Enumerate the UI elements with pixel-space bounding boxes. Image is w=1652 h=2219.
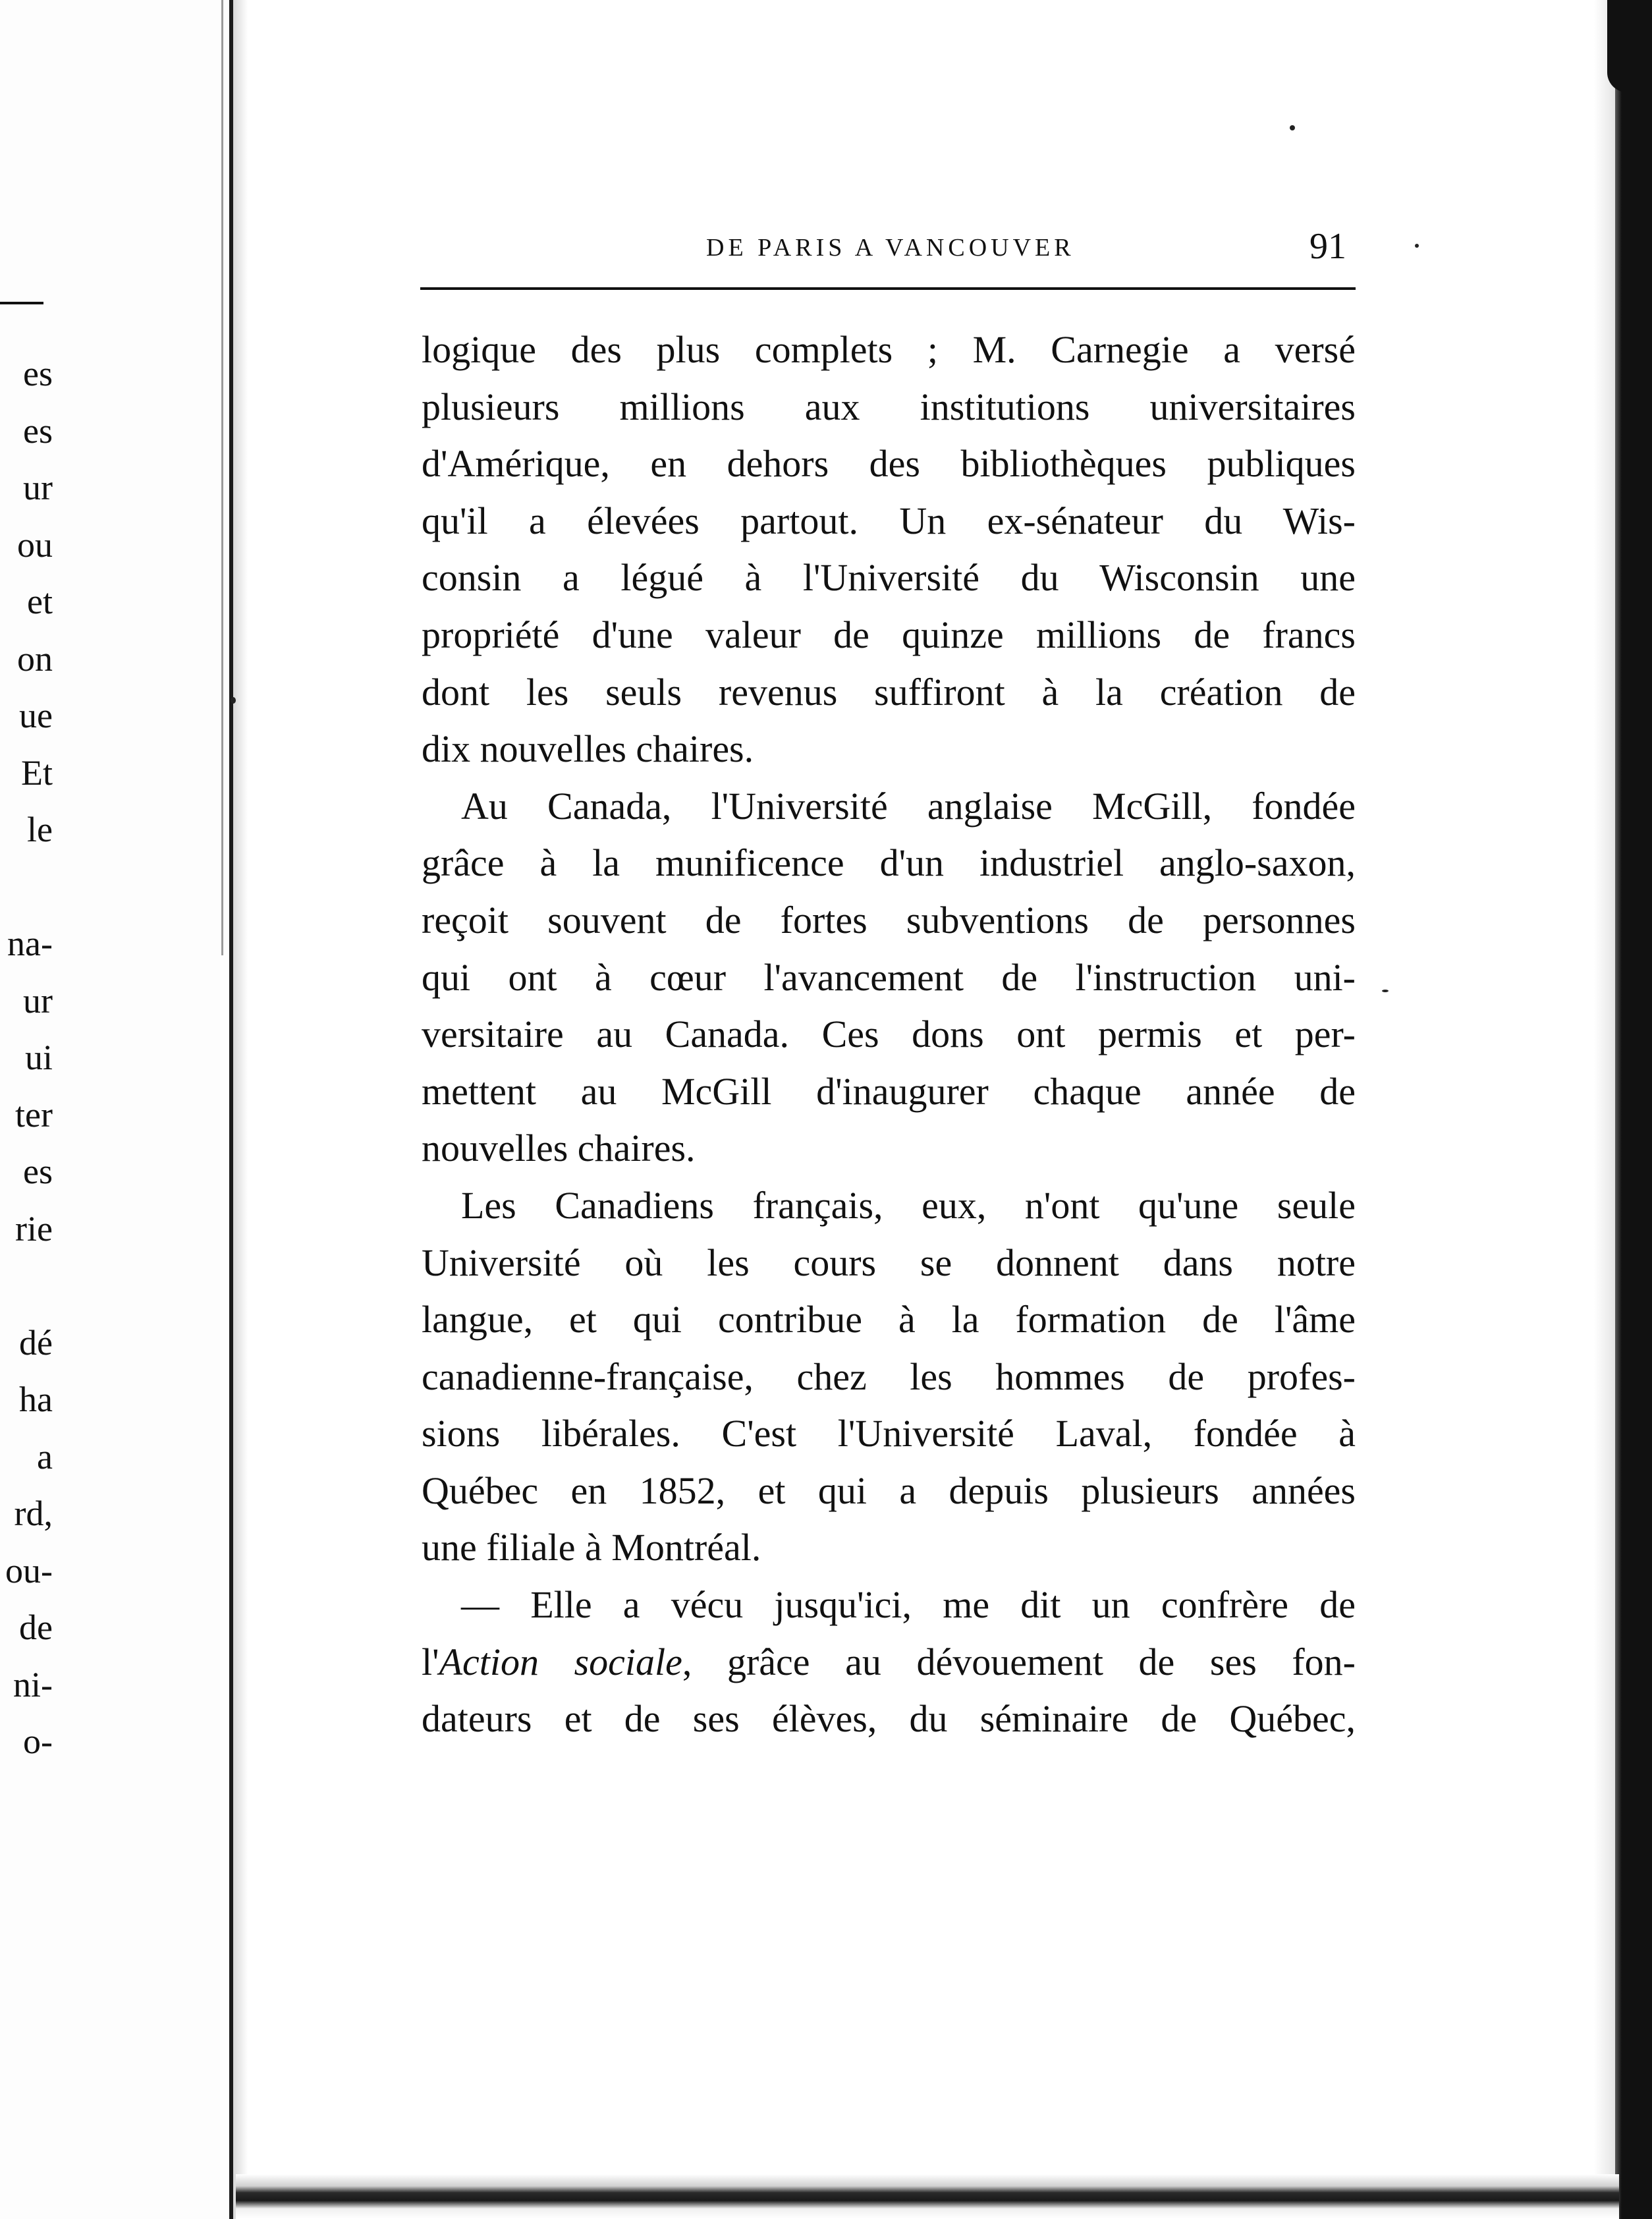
text-line: grâce à la munificence d'un industriel anglo-saxon, — [422, 841, 1356, 885]
scan-speck — [1290, 125, 1295, 130]
text-line: dix nouvelles chaires. — [422, 727, 754, 771]
text-line: qui ont à cœur l'avancement de l'instruction uni- — [422, 955, 1356, 999]
fragment-line: ni- — [13, 1664, 53, 1704]
gutter-shadow — [233, 0, 248, 2219]
header-rule — [420, 287, 1356, 290]
fragment-line: de — [19, 1608, 53, 1647]
text-line: consin a légué à l'Université du Wisconsin une — [422, 556, 1356, 600]
page-curl — [1607, 0, 1627, 92]
text-line: dateurs et de ses élèves, du séminaire de Québec, — [422, 1697, 1356, 1741]
fragment-line: a — [37, 1436, 53, 1476]
fragment-line: ha — [19, 1380, 53, 1419]
fragment-line: rd, — [14, 1494, 53, 1533]
fragment-line: ou- — [5, 1550, 53, 1590]
facing-page-text-fragments — [0, 345, 53, 1770]
fragment-line: rie — [15, 1208, 53, 1249]
scan-speck — [231, 697, 236, 704]
text-line: nouvelles chaires. — [422, 1127, 696, 1170]
text-line: Québec en 1852, et qui a depuis plusieurs années — [422, 1469, 1356, 1512]
fragment-line: es — [23, 354, 53, 393]
fragment-line: et — [27, 582, 53, 621]
fragment-line: na- — [7, 924, 53, 963]
running-head-title: DE PARIS A VANCOUVER — [706, 234, 1075, 262]
fragment-line: ou — [17, 524, 53, 565]
fragment-line: le — [27, 810, 53, 849]
scan-speck — [1415, 244, 1419, 248]
fragment-line: ui — [24, 1038, 53, 1077]
fragment-line — [0, 858, 53, 916]
text-line: plusieurs millions aux institutions universitaires — [422, 385, 1356, 428]
text-line: Au Canada, l'Université anglaise McGill, fondée — [461, 784, 1356, 828]
text-line — [422, 1634, 1356, 1691]
text-line: — Elle a vécu jusqu'ici, me dit un confrère de — [461, 1583, 1356, 1627]
scan-speck — [1382, 990, 1389, 992]
fragment-line: es — [23, 1152, 53, 1191]
right-book-edge — [1615, 0, 1652, 2219]
text-line: versitaire au Canada. Ces dons ont permis et per- — [422, 1013, 1356, 1056]
fragment-line: dé — [19, 1322, 53, 1362]
page-edge-line — [221, 0, 223, 955]
text-line: propriété d'une valeur de quinze millions de francs — [422, 613, 1356, 656]
bottom-book-edge — [236, 2174, 1619, 2219]
text-line: langue, et qui contribue à la formation de l'âme — [422, 1298, 1356, 1341]
text-run: l' — [422, 1640, 439, 1683]
text-line: d'Amérique, en dehors des bibliothèques publiques — [422, 442, 1356, 486]
text-line: logique des plus complets ; M. Carnegie a versé — [422, 328, 1356, 371]
text-line: qu'il a élevées partout. Un ex-sénateur du Wis- — [422, 499, 1356, 542]
facing-page-rule — [0, 302, 43, 304]
fragment-line: es — [23, 410, 53, 451]
text-line: Université où les cours se donnent dans notre — [422, 1241, 1356, 1284]
italic-title: Action sociale — [439, 1640, 682, 1683]
fragment-line: ur — [23, 980, 53, 1021]
fragment-line: ur — [23, 468, 53, 507]
fragment-line: ue — [19, 696, 53, 735]
text-line: reçoit souvent de fortes subventions de personnes — [422, 898, 1356, 941]
fragment-line: o- — [23, 1722, 53, 1761]
text-line: dont les seuls revenus suffiront à la création de — [422, 670, 1356, 714]
fragment-line: Et — [21, 752, 53, 793]
body-text — [422, 322, 1356, 1748]
fragment-line: ter — [15, 1094, 53, 1135]
text-line: une filiale à Montréal. — [422, 1526, 761, 1569]
fragment-line — [0, 1257, 53, 1314]
fragment-line: on — [17, 638, 53, 679]
text-run: , grâce au dévouement de ses fon- — [682, 1640, 1356, 1683]
text-line: sions libérales. C'est l'Université Laval, fondée à — [422, 1412, 1356, 1455]
page-number: 91 — [1309, 226, 1346, 267]
text-line: mettent au McGill d'inaugurer chaque année de — [422, 1069, 1356, 1113]
page-edge-shading — [1594, 0, 1615, 2219]
running-head — [0, 225, 1652, 265]
text-line: canadienne-française, chez les hommes de profes- — [422, 1355, 1356, 1398]
text-line: Les Canadiens français, eux, n'ont qu'une seule — [461, 1183, 1356, 1227]
